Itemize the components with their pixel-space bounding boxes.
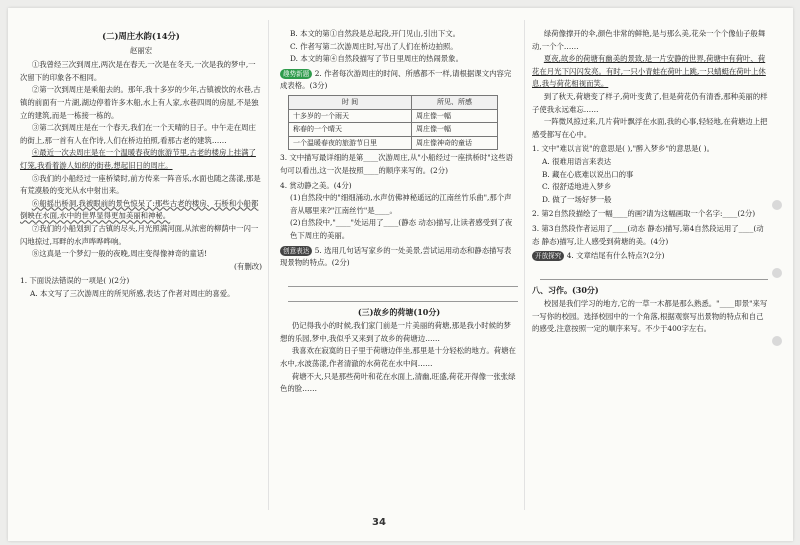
paragraph: 夏夜,故乡的荷塘有幽美的景致,是一片安静的世界,荷塘中有荷叶、荷花在月光下闪闪发亮。有时,一只小青蛙在荷叶上跳,一只蜻蜓在荷叶上休息,我与荷花相视而笑。	[532, 54, 766, 89]
question-4-text: 4. 文章结尾有什么特点?(2分)	[566, 251, 665, 261]
question-4b: (2)自然段中,"____"处运用了____(静态 动态)描写,让读者感受到了夜色下周庄的美丽。	[290, 218, 513, 240]
column-divider	[268, 20, 269, 510]
paragraph: ⑤我们的小船经过一座桥梁时,前方传来一阵音乐,水面也随之荡漾,那是有荒漠般的变光从水中射出来。	[20, 173, 261, 196]
table-cell[interactable]: 周庄像一幅	[412, 109, 498, 123]
answer-line[interactable]	[288, 287, 518, 302]
paragraph: 我喜欢在寂寞的日子里于荷塘边伴坐,那里是十分轻松的地方。荷塘在水中,水波荡漾,作者清澈的水荷花在水中间……	[280, 346, 516, 369]
option-b: B. 本文的第①自然段是总起段,开门见山,引出下文。	[290, 29, 461, 38]
table-cell[interactable]: 周庄像一幅	[412, 123, 498, 137]
open-badge: 开放探究	[532, 251, 564, 261]
left-column	[20, 28, 262, 300]
paragraph: 到了秋天,荷塘变了样子,荷叶变黄了,但是荷花仍有清香,那种美丽的样子使我永远难忘……	[532, 91, 768, 114]
option-c: C. 作者写第二次游周庄时,写出了人们在桥边拍照。	[290, 41, 458, 51]
question-1: 1. 下面说法错误的一项是( )(2分)	[20, 276, 130, 286]
binding-hole	[772, 336, 782, 346]
passage-title: (二)周庄水韵(14分)	[102, 31, 180, 41]
paragraph: ⑦我们的小船划到了古镇的尽头,月光照满河面,从浓密的柳荫中一闪一闪地掠过,耳畔的水声哗哗哗响。	[20, 223, 259, 246]
paragraph: ⑥船摇出桥洞,我被眼前的景色惊呆了:那些古老的楼房、石桥和小船都倒映在水面,水中的世界显得更加美丽和神秘。	[20, 198, 259, 221]
section-title: 八、习作。(30分)	[532, 284, 599, 295]
option-b: B. 藏在心底难以说出口的事	[542, 169, 634, 179]
paragraph: ④最近一次去周庄是在一个温暖春夜的旅游节里,古老的楼房上挂满了灯笼,我看着游人如织的街巷,想起旧日的周庄。	[20, 148, 256, 170]
table-cell: 十多岁的一个雨天	[289, 109, 412, 123]
paragraph: 绿荷像撑开的伞,颜色非常的鲜艳,是与那么美,花朵一个个像仙子般舞动,一个个……	[532, 29, 766, 51]
right-column	[532, 28, 768, 336]
answer-lines[interactable]	[288, 272, 518, 302]
column-divider	[524, 20, 525, 510]
table-cell[interactable]: 周庄像神奇的童话	[412, 136, 498, 150]
paragraph: ⑧这真是一个梦幻一般的夜晚,周庄变得像神奇的童话!	[31, 249, 208, 259]
table-header: 时 间	[289, 95, 412, 109]
table-cell: 称春的一个晴天	[289, 123, 412, 137]
paragraph: ②第一次到周庄是乘船去的。那年,我十多岁的少年,古镇被饮的水巷,古镇的前面有一片湖,湖边停着许多木船,水上有人家,水巷四周的房屋,不是独立的建筑,而是一栋接一栋的。	[20, 85, 261, 120]
option-d: D. 本文的第④自然段描写了节日里周庄的热闹景象。	[290, 54, 463, 64]
question-2	[280, 68, 518, 93]
question-4a: (1)自然段中的"细细涌动,水声仿佛神秘遥远的江南丝竹乐曲",那个声音从哪里来?"江南丝竹"是____。	[290, 193, 512, 215]
question-5	[280, 245, 518, 270]
paragraph: 一阵微风掠过来,几片荷叶飘浮在水面,我的心事,轻轻地,在荷塘边上把感受都写在心中。	[532, 117, 768, 139]
table-row	[289, 123, 498, 137]
source-note: (有删改)	[234, 261, 262, 271]
answer-line[interactable]	[288, 272, 518, 287]
question-5-text: 5. 选用几句话写家乡的一处美景,尝试运用动态和静态描写表现景物的特点。(2分)	[280, 245, 512, 268]
table-cell: 一个温暖春夜的旅游节日里	[289, 136, 412, 150]
answer-line[interactable]	[540, 265, 768, 280]
binding-hole	[772, 200, 782, 210]
answer-table	[288, 95, 498, 150]
option-a: A. 很难用语言来表达	[542, 156, 612, 166]
table-row	[289, 109, 498, 123]
option-d: D. 做了一场好梦一般	[542, 194, 612, 204]
question-2: 2. 第2自然段描绘了一幅____的画?请为这幅画取一个名字:____(2分)	[532, 209, 756, 219]
page-number-label: 34	[372, 517, 386, 528]
paragraph: 仍记得我小的时候,我们家门前是一片美丽的荷塘,那是我小时候的梦想的乐园,梦中,我似乎又来到了故乡的荷塘边……	[280, 321, 511, 343]
question-3: 3. 文中描写最详细的是第____次游周庄,从"小船经过一座拱桥时"这些语句可以看出,这一次是按照____的顺序来写的。(2分)	[280, 153, 513, 175]
creative-badge: 创意表达	[280, 246, 312, 256]
question-2-text: 2. 作者每次游周庄的时间、所感都不一样,请根据课文内容完成表格。(3分)	[280, 68, 512, 91]
option-c: C. 很舒适地进入梦乡	[542, 182, 612, 192]
binding-hole	[772, 268, 782, 278]
question-4: 4. 赏动静之美。(4分)	[280, 180, 352, 190]
essay-prompt: 校园是我们学习的地方,它的一草一木都是那么熟悉。"____即景"来写一写你的校园。选择校园中的一个角落,根据观察写出景物的特点和自己的感受,注意按照一定的顺序来写。不少于400字左右。	[532, 299, 768, 334]
option-a: A. 本文写了三次游周庄的所见所感,表达了作者对周庄的喜爱。	[30, 288, 235, 298]
paragraph: ①我曾经三次到周庄,两次是在春天,一次是在冬天,一次是我的梦中,一次留下的印象各不相同。	[20, 60, 256, 82]
paragraph: ③第二次到周庄是在一个春天,我们在一个天晴的日子。中午走在周庄的街上,那一首有人在作诗,人们在桥边拍照,看那古老的建筑……	[20, 123, 256, 145]
answer-lines[interactable]	[540, 265, 768, 280]
trend-badge: 趣势新题	[280, 69, 312, 79]
middle-column	[280, 28, 518, 396]
question-1: 1. 文中"难以言说"的意思是( ),"醉入梦乡"的意思是( )。	[532, 144, 715, 154]
page-number	[372, 517, 386, 528]
question-3: 3. 第3自然段作者运用了____(动态 静态)描写,第4自然段运用了____(动态 静态)描写,让人感受到荷塘的美。(4分)	[532, 223, 764, 246]
table-row	[289, 136, 498, 150]
table-header: 所见、所感	[412, 95, 498, 109]
section-title: (三)故乡的荷塘(10分)	[357, 306, 441, 317]
passage-author: 赵丽宏	[129, 45, 153, 55]
paragraph: 荷塘不大,只是那些荷叶和花在水面上,清幽,旺盛,荷花开得像一张张绿色的脸……	[280, 371, 516, 394]
question-4	[532, 250, 768, 263]
